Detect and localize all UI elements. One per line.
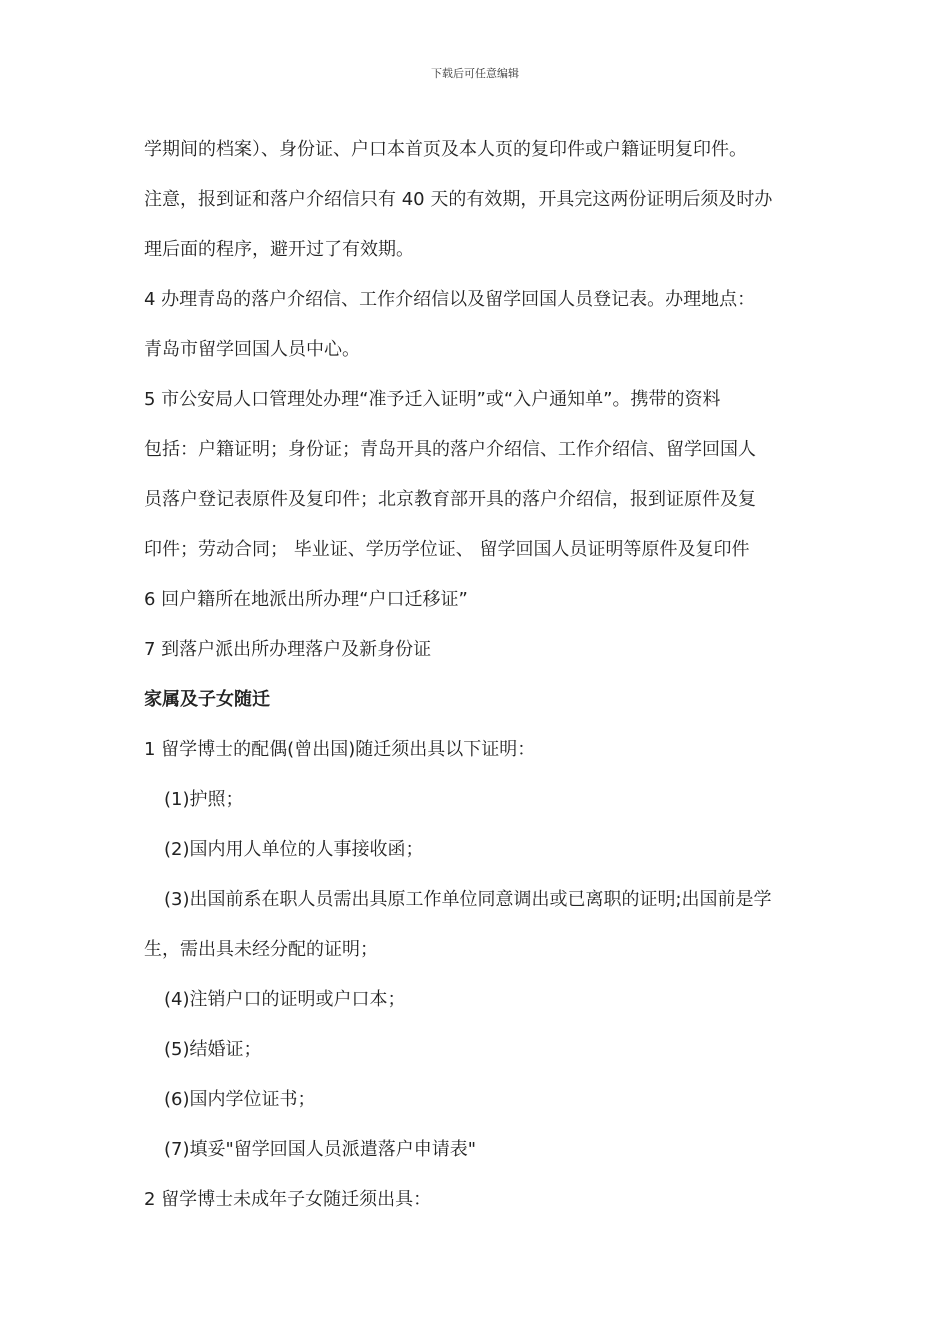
list-item: (2)国内用人单位的人事接收函； [164,839,424,860]
list-item: (1)护照； [164,789,244,810]
list-item: (6)国内学位证书； [164,1089,316,1110]
list-item: (5)结婚证； [164,1039,262,1060]
step-6-line: 6 回户籍所在地派出所办理“户口迁移证” [144,589,468,610]
step-5-line: 5 市公安局人口管理处办理“准予迁入证明”或“入户通知单”。携带的资料 [144,389,721,410]
paragraph-line: 包括：户籍证明；身份证；青岛开具的落户介绍信、工作介绍信、留学回国人 [144,439,756,460]
list-item-continuation: 生，需出具未经分配的证明； [144,939,378,960]
paragraph-line: 印件；劳动合同； 毕业证、学历学位证、 留学回国人员证明等原件及复印件 [144,539,750,560]
paragraph-line: 注意，报到证和落户介绍信只有 40 天的有效期，开具完这两份证明后须及时办 [144,189,773,210]
paragraph-line: 青岛市留学回国人员中心。 [144,339,360,360]
paragraph-line: 学期间的档案）、身份证、户口本首页及本人页的复印件或户籍证明复印件。 [144,139,747,160]
list-item: (7)填妥"留学回国人员派遣落户申请表" [164,1139,477,1160]
paragraph-line: 员落户登记表原件及复印件；北京教育部开具的落户介绍信，报到证原件及复 [144,489,756,510]
step-7-line: 7 到落户派出所办理落户及新身份证 [144,639,432,660]
paragraph-line: 理后面的程序，避开过了有效期。 [144,239,414,260]
list-item: (4)注销户口的证明或户口本； [164,989,406,1010]
section-heading: 家属及子女随迁 [144,689,270,710]
step-4-line: 4 办理青岛的落户介绍信、工作介绍信以及留学回国人员登记表。办理地点： [144,289,756,310]
page-header: 下载后可任意编辑 [431,67,519,80]
document-body [144,130,816,1230]
children-requirements-line: 2 留学博士未成年子女随迁须出具： [144,1189,432,1210]
spouse-requirements-line: 1 留学博士的配偶(曾出国)随迁须出具以下证明： [144,739,536,760]
list-item: (3)出国前系在职人员需出具原工作单位同意调出或已离职的证明;出国前是学 [164,889,772,910]
